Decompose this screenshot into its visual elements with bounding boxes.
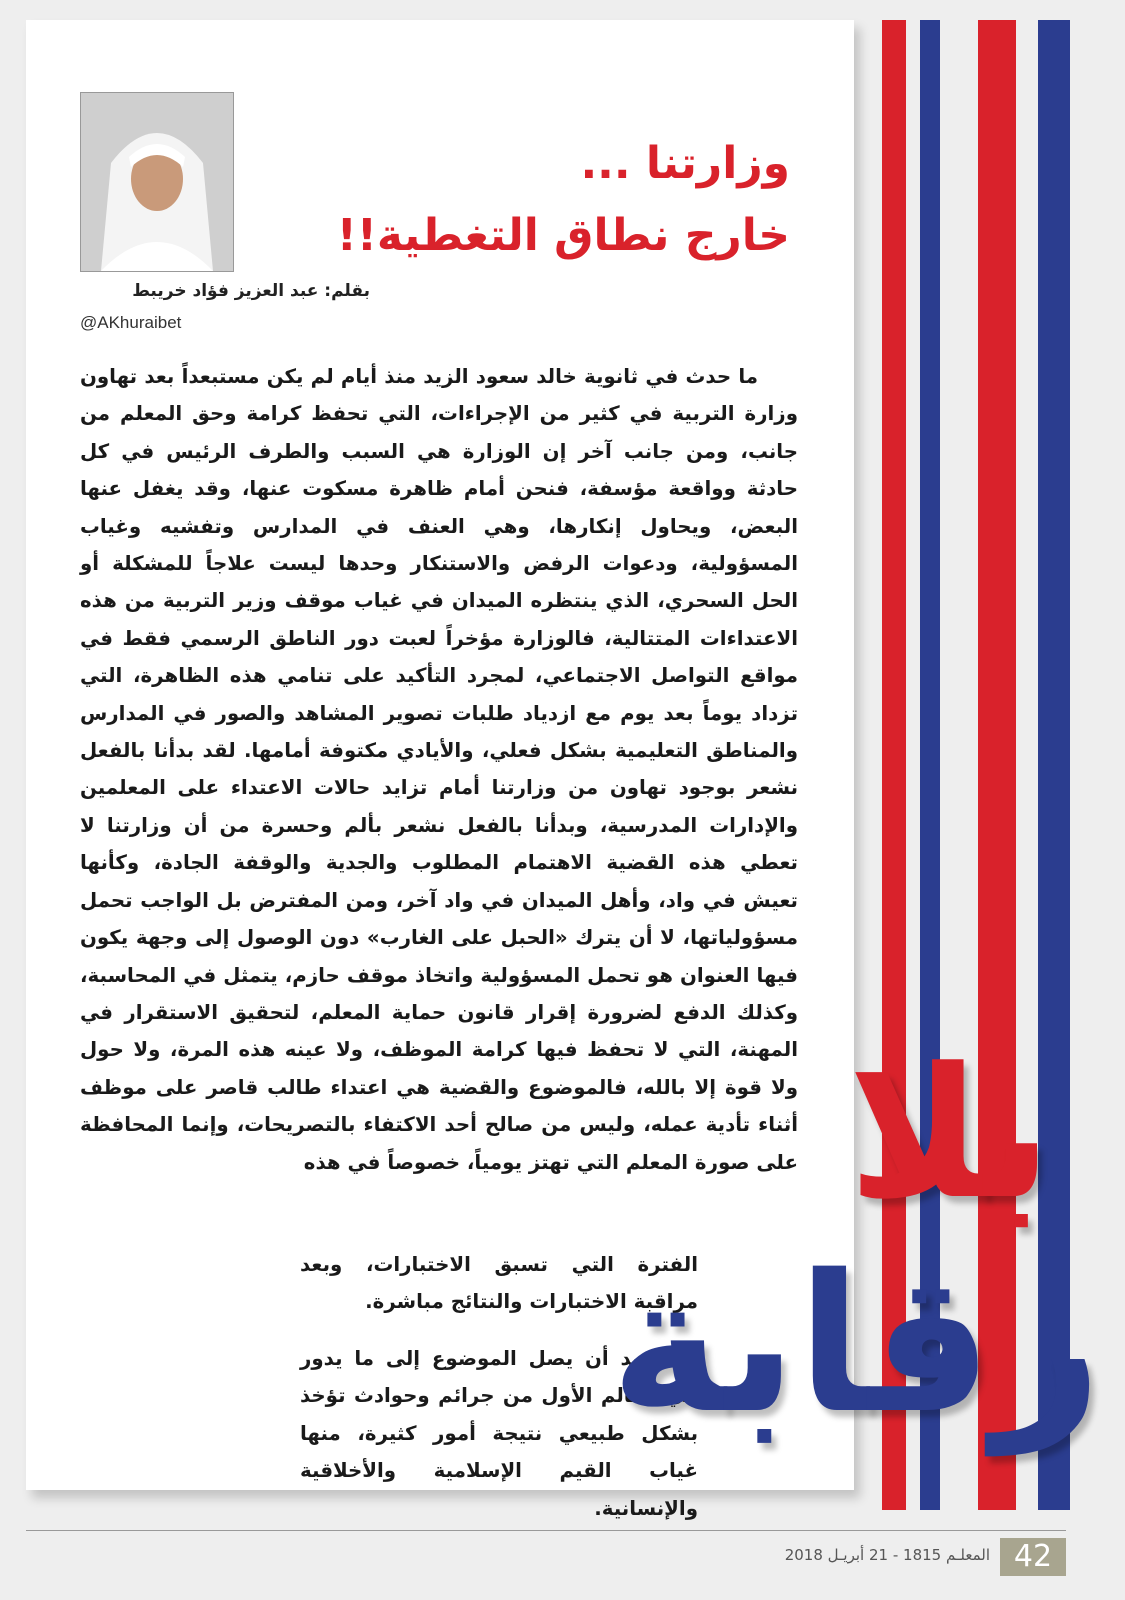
article-title (260, 128, 790, 272)
author-handle: @AKhuraibet (80, 313, 182, 332)
article-paragraph-2: ولا نريد أن يصل الموضوع إلى ما يدور في العالم الأول من جرائم وحوادث تؤخذ بشكل طبيعي نتيجة أمور كثيرة، منها غياب القيم الإسلامية والأخلاقية والإنسانية. (300, 1347, 698, 1520)
article-title-line2: خارج نطاق التغطية!! (336, 210, 790, 261)
article-paragraph-1-text: ما حدث في ثانوية خالد سعود الزيد منذ أيام لم يكن مستبعداً بعد تهاون وزارة التربية في كثير من الإجراءات، التي تحفظ كرامة وحق المعلم من جانب، ومن جانب آخر إن الوزارة هي السبب والطرف الرئيس في كل حادثة وواقعة مؤسفة، فنحن أمام ظاهرة مسكوت عنها، وقد يغفل عنها البعض، ويحاول إنكارها، وهي العنف في المدارس وتفشيه وغياب المسؤولية، ودعوات الرفض والاستنكار وحدها ليست علاجاً للمشكلة أو الحل السحري، الذي ينتظره الميدان في غياب موقف وزير التربية من هذه الاعتداءات المتتالية، فالوزارة مؤخراً لعبت دور الناطق الرسمي فقط في مواقع التواصل الاجتماعي، لمجرد التأكيد على تنامي هذه الظاهرة، التي تزداد يوماً بعد يوم مع ازدياد طلبات تصوير المشاهد والصور في المدارس والمناطق التعليمية بشكل فعلي، والأيادي مكتوفة أمامها. لقد بدأنا بالفعل نشعر بوجود تهاون من وزارتنا أمام تزايد حالات الاعتداء على المعلمين والإدارات المدرسية، وبدأنا بالفعل نشعر بألم وحسرة من أن وزارتنا لا تعطي هذه القضية الاهتمام المطلوب والجدية والوقفة الجادة، وكأنها تعيش في واد، وأهل الميدان في واد آخر، ومن المفترض بل الواجب تحمل مسؤولياتها، لا أن يترك «الحبل على الغارب» دون الوصول إلى وجهة يكون فيها العنوان هو تحمل المسؤولية واتخاذ موقف حازم، يتمثل في المحاسبة، وكذلك الدفع لضرورة إقرار قانون حماية المعلم، لتحقيق الاستقرار في المهنة، التي لا تحفظ فيها كرامة الموظف، ولا عينه هذه المرة، ولا حول ولا قوة إلا بالله، فالموضوع والقضية هي اعتداء طالب قاصر على موظف أثناء تأدية عمله، وليس من صالح أحد الاكتفاء بالتصريحات، وإنما المحافظة على صورة المعلم التي تهتز يومياً، خصوصاً في هذه (80, 365, 798, 1174)
author-byline: بقلم: عبد العزيز فؤاد خريبط (132, 281, 370, 301)
page-number: 42 (1000, 1538, 1066, 1576)
article-paragraph-1-end: الفترة التي تسبق الاختبارات، وبعد مراقبة الاختبارات والنتائج مباشرة. (300, 1253, 698, 1314)
author-photo (80, 92, 234, 272)
article-paragraph-1 (80, 358, 798, 1181)
author-silhouette-icon (81, 93, 233, 271)
article-title-line1: وزارتنا ... (580, 138, 790, 189)
section-label-word2: رقابة (610, 1234, 1102, 1455)
issue-info: المعلـم 1815 - 21 أبريـل 2018 (784, 1546, 990, 1564)
footer-divider (26, 1530, 1066, 1531)
section-label-word1: بلا (847, 1030, 1053, 1239)
